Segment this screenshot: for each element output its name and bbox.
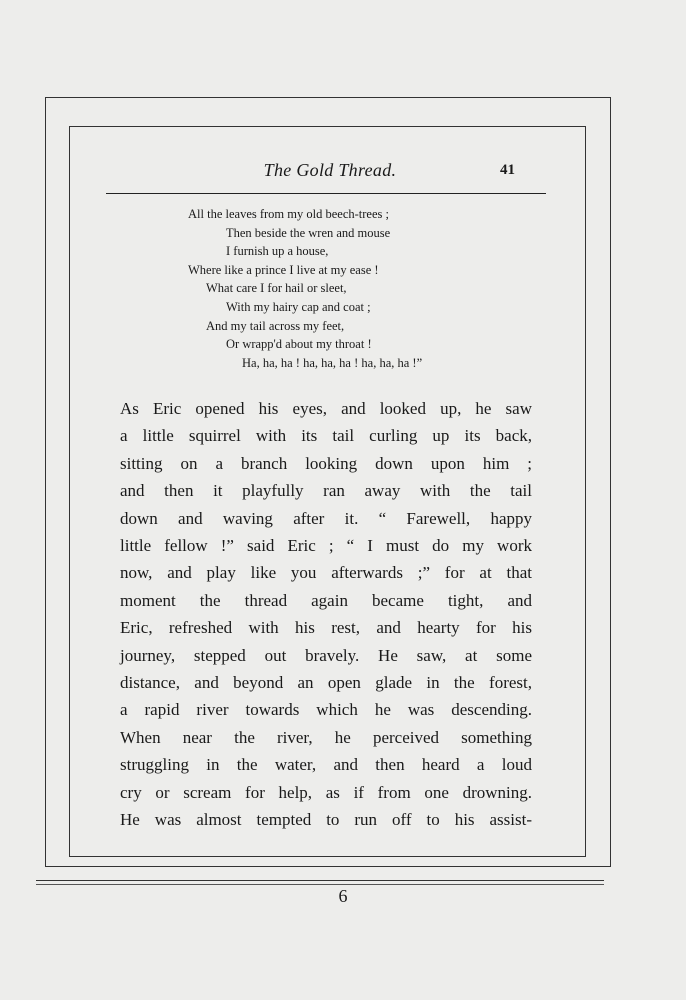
prose-block (120, 395, 532, 834)
prose-line: a little squirrel with its tail curling up its back, (120, 426, 532, 446)
prose-line: He was almost tempted to run off to his assist- (120, 810, 532, 830)
prose-line: down and waving after it. “ Farewell, happy (120, 508, 532, 528)
prose-line: cry or scream for help, as if from one drowning. (120, 782, 532, 802)
poem-line: Ha, ha, ha ! ha, ha, ha ! ha, ha, ha !” (242, 355, 423, 370)
poem-line: Then beside the wren and mouse (226, 225, 391, 240)
prose-line: now, and play like you afterwards ;” for at that (120, 563, 532, 583)
prose-line: As Eric opened his eyes, and looked up, he saw (120, 399, 532, 418)
prose-line: Eric, refreshed with his rest, and hearty for his (120, 618, 532, 638)
prose-line: struggling in the water, and then heard a loud (120, 755, 532, 775)
poem-line: All the leaves from my old beech-trees ; (188, 207, 389, 221)
bottom-rule-thin (36, 884, 604, 885)
poem-block (160, 205, 560, 372)
running-title: The Gold Thread. (263, 160, 397, 180)
poem-line: With my hairy cap and coat ; (226, 299, 371, 314)
folio-number: 6 (338, 886, 348, 906)
prose-line: and then it playfully ran away with the tail (120, 481, 532, 501)
prose-line: a rapid river towards which he was descending. (120, 700, 532, 720)
header-rule (106, 193, 546, 194)
page-number: 41 (500, 162, 515, 178)
poem-line: I furnish up a house, (226, 244, 329, 259)
poem-line: Or wrapp'd about my throat ! (226, 337, 372, 352)
prose-line: sitting on a branch looking down upon him ; (120, 453, 532, 473)
bottom-rule (36, 880, 604, 881)
prose-line: moment the thread again became tight, and (120, 590, 532, 610)
poem-line: Where like a prince I live at my ease ! (188, 262, 379, 277)
prose-line: When near the river, he perceived something (120, 727, 532, 747)
prose-line: journey, stepped out bravely. He saw, at some (120, 645, 532, 665)
prose-line: distance, and beyond an open glade in the forest, (120, 673, 532, 693)
poem-line: What care I for hail or sleet, (206, 281, 347, 296)
prose-line: little fellow !” said Eric ; “ I must do my work (120, 536, 532, 556)
poem-line: And my tail across my feet, (206, 318, 345, 333)
